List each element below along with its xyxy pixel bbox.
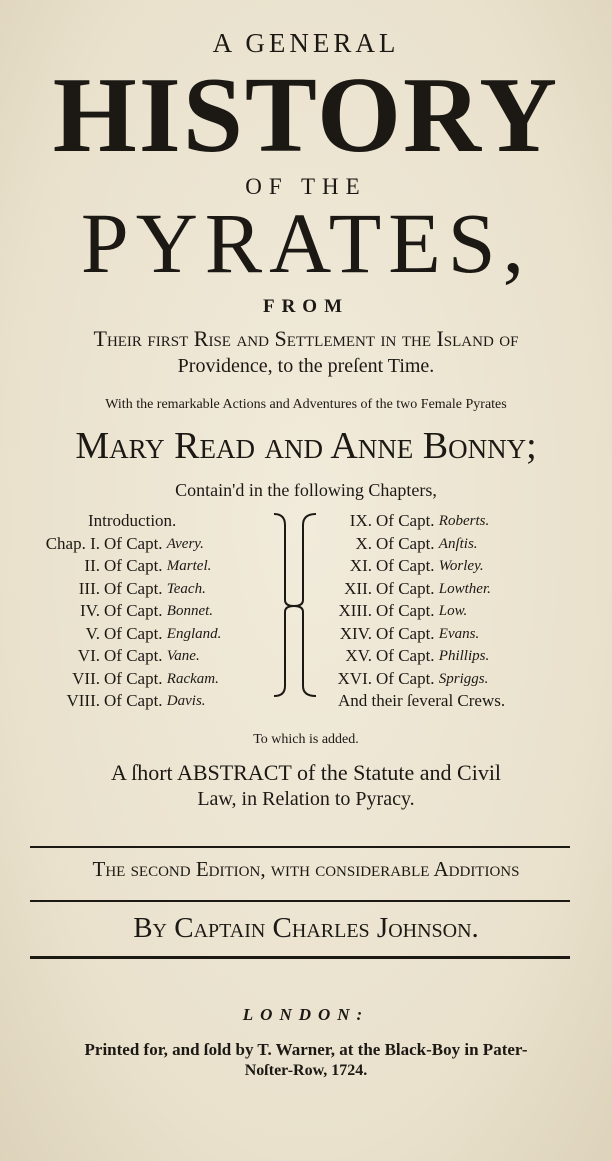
- chapter-prefix: Of Capt.: [104, 691, 163, 710]
- toc-entry: [316, 555, 608, 578]
- toc-entry: [20, 578, 270, 601]
- captain-name: Roberts.: [438, 513, 490, 529]
- title-line-of-the: OF THE: [245, 174, 367, 199]
- chapter-number: IV.: [80, 601, 100, 620]
- chapter-prefix: Of Capt.: [104, 646, 163, 665]
- toc-entry: [316, 578, 608, 601]
- toc-right-column: [316, 510, 608, 713]
- captain-name: Martel.: [166, 558, 212, 574]
- chapter-number: VI.: [77, 646, 100, 665]
- chapter-number: VII.: [72, 668, 100, 688]
- chapter-prefix: Of Capt.: [376, 578, 435, 598]
- toc-entry: [20, 600, 270, 623]
- chapter-braces: [270, 510, 320, 700]
- captain-name: Bonnet.: [166, 603, 214, 619]
- chapter-prefix: Of Capt.: [104, 533, 163, 553]
- toc-entry: [20, 623, 270, 646]
- captain-name: Teach.: [166, 580, 206, 597]
- title-line-pyrates: PYRATES,: [80, 195, 532, 291]
- captain-name: Worley.: [438, 558, 484, 574]
- captain-name: England.: [166, 625, 222, 642]
- edition-line: The ſecond Edition, with conſiderable Additions: [92, 857, 520, 881]
- captain-name: Lowther.: [438, 580, 491, 597]
- captain-name: Evans.: [438, 625, 480, 642]
- chapter-number: IX.: [349, 511, 372, 530]
- captain-name: Spriggs.: [438, 670, 489, 687]
- toc-entry: [316, 533, 608, 556]
- captain-name: Vane.: [166, 648, 200, 664]
- toc-entry: [20, 555, 270, 578]
- toc-entry: [316, 623, 608, 646]
- chapter-number: X.: [355, 533, 372, 553]
- captain-name: Avery.: [166, 535, 204, 552]
- chapter-number: II.: [84, 556, 100, 575]
- captain-name: Low.: [438, 603, 468, 619]
- chapter-number: XIV.: [339, 623, 372, 643]
- toc-tail: And their ſeveral Crews.: [338, 691, 506, 710]
- chapter-number: V.: [85, 623, 100, 643]
- toc-entry: [20, 668, 270, 691]
- chapter-prefix: Of Capt.: [104, 623, 163, 643]
- title-line-history: HISTORY: [52, 56, 560, 175]
- chapter-prefix: Of Capt.: [376, 623, 435, 643]
- chapter-number: VIII.: [66, 691, 100, 710]
- abstract-line-2: Law, in Relation to Pyracy.: [197, 788, 415, 810]
- title-line-a-general: A GENERAL: [212, 28, 400, 58]
- chapter-prefix: Of Capt.: [376, 646, 435, 665]
- imprint-line-1: Printed for, and ſold by T. Warner, at the Black-Boy in Pater-: [84, 1040, 528, 1059]
- chapter-prefix: Of Capt.: [376, 533, 435, 553]
- toc-entry: [316, 645, 608, 668]
- captain-name: Phillips.: [438, 648, 490, 664]
- chapter-prefix: Of Capt.: [376, 556, 435, 575]
- captain-name: Rackam.: [166, 670, 219, 687]
- toc-entry: [20, 645, 270, 668]
- chapter-prefix: Of Capt.: [104, 556, 163, 575]
- toc-entry: [316, 668, 608, 691]
- chapter-prefix: Of Capt.: [104, 668, 163, 688]
- abstract-line-1: A ſhort ABSTRACT of the Statute and Civil: [110, 760, 502, 785]
- chapter-number: XV.: [345, 646, 372, 665]
- chapter-number: III.: [78, 578, 100, 598]
- toc-entry: [316, 600, 608, 623]
- title-line-from: FROM: [262, 296, 350, 317]
- chapter-number: XVI.: [337, 668, 372, 688]
- chapter-prefix: Of Capt.: [104, 601, 163, 620]
- toc-introduction: Introduction.: [88, 511, 177, 530]
- subtitle-line-3: With the remarkable Actions and Adventures of the two Female Pyrates: [105, 397, 507, 412]
- captain-name: Anſtis.: [438, 535, 478, 552]
- divider-rule: [30, 900, 570, 902]
- chapter-number: XIII.: [338, 601, 372, 620]
- toc-entry: [20, 690, 270, 713]
- imprint-city: LONDON:: [242, 1005, 370, 1024]
- divider-rule: [30, 846, 570, 848]
- chapter-number: Chap. I.: [45, 533, 100, 553]
- captain-name: Davis.: [166, 693, 206, 709]
- toc-left-column: [20, 510, 270, 713]
- subtitle-line-2: Providence, to the preſent Time.: [177, 355, 435, 377]
- toc-entry: [20, 533, 270, 556]
- toc-entry: [316, 510, 608, 533]
- imprint-line-2: Noſter-Row, 1724.: [244, 1062, 368, 1079]
- added-heading: To which is added.: [253, 732, 359, 747]
- subtitle-line-1: Their firſt Riſe and Settlement in the Iſland of: [93, 326, 519, 351]
- chapter-prefix: Of Capt.: [104, 578, 163, 598]
- chapter-prefix: Of Capt.: [376, 668, 435, 688]
- divider-rule: [30, 956, 570, 959]
- chapter-prefix: Of Capt.: [376, 601, 435, 620]
- contents-heading: Contain'd in the following Chapters,: [175, 480, 437, 500]
- chapter-prefix: Of Capt.: [376, 511, 435, 530]
- chapter-number: XI.: [349, 556, 372, 575]
- female-pyrates-names: Mary Read and Anne Bonny;: [75, 425, 537, 467]
- author-line: By Captain Charles Johnson.: [133, 912, 479, 944]
- chapter-number: XII.: [344, 578, 372, 598]
